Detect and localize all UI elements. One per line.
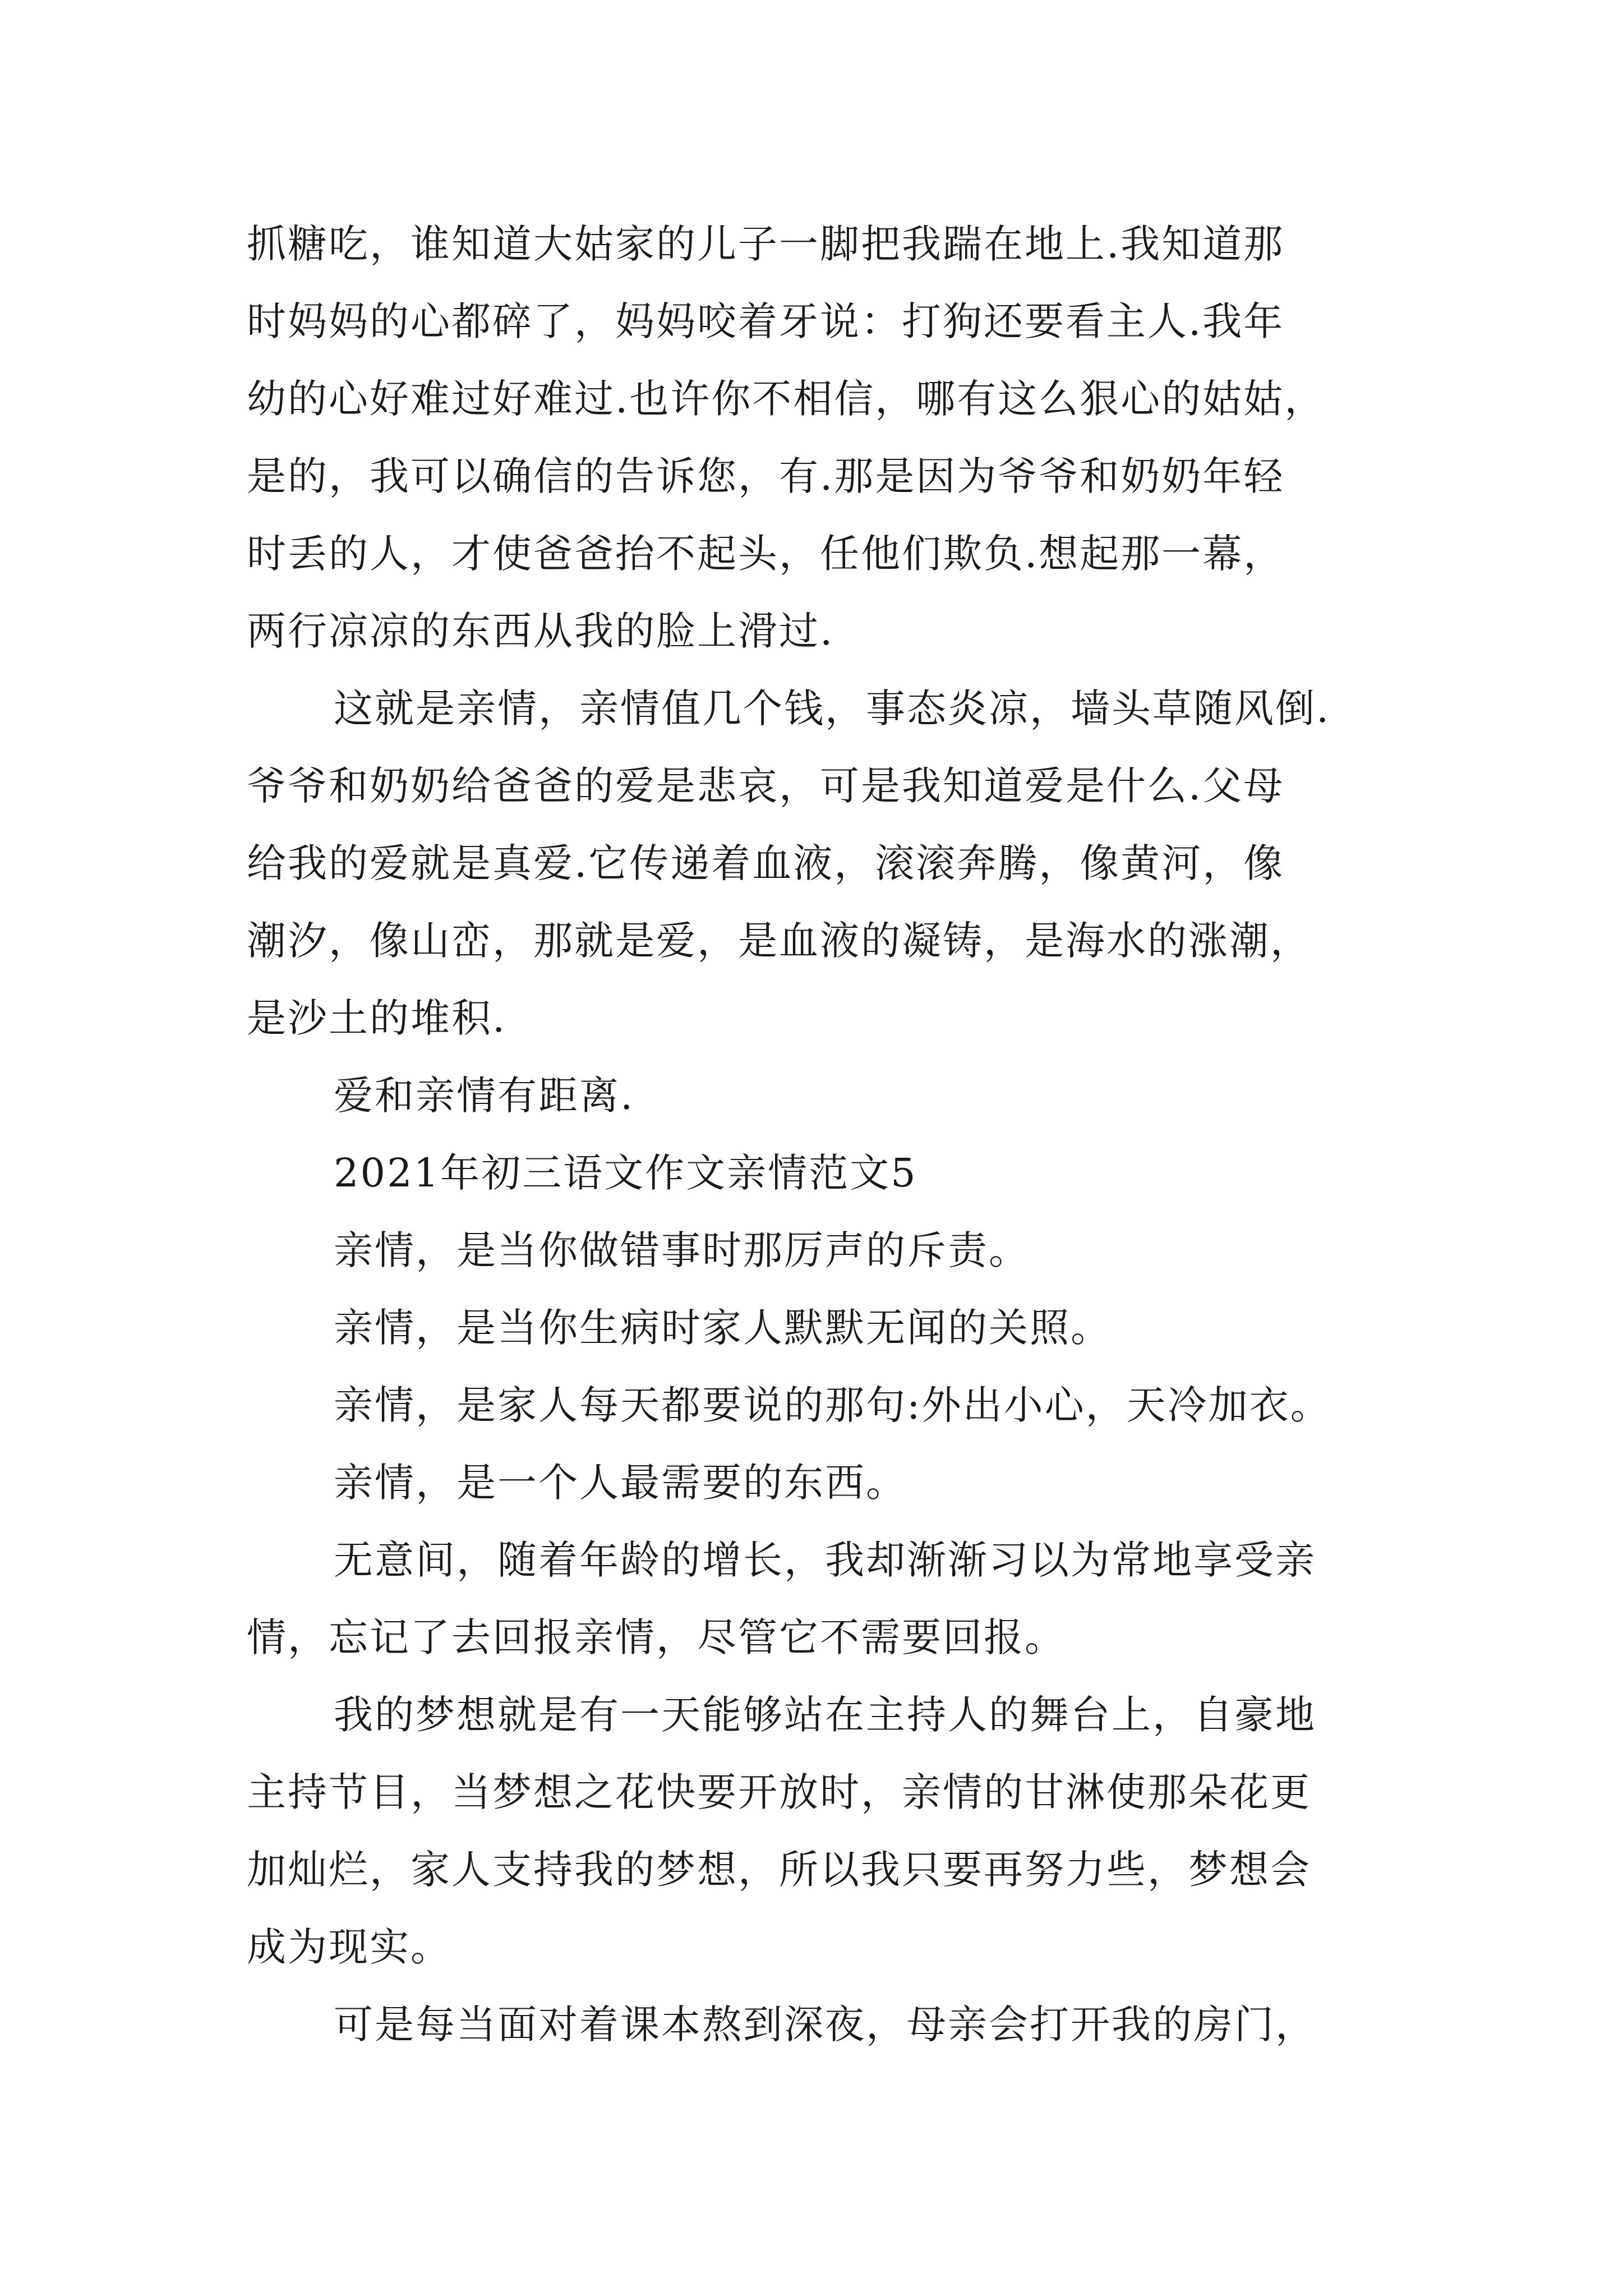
text-line: 潮汐，像山峦，那就是爱，是血液的凝铸，是海水的涨潮， bbox=[247, 918, 1311, 964]
text-line: 这就是亲情，亲情值几个钱，事态炎凉，墙头草随风倒. bbox=[334, 685, 1331, 731]
text-line: 我的梦想就是有一天能够站在主持人的舞台上，自豪地 bbox=[334, 1692, 1316, 1738]
text-line: 亲情，是一个人最需要的东西。 bbox=[334, 1460, 907, 1506]
text-line: 两行凉凉的东西从我的脸上滑过. bbox=[247, 608, 834, 654]
text-line: 情，忘记了去回报亲情，尽管它不需要回报。 bbox=[247, 1614, 1066, 1660]
text-line: 亲情，是当你生病时家人默默无闻的关照。 bbox=[334, 1305, 1112, 1351]
text-line: 是沙土的堆积. bbox=[247, 995, 507, 1041]
section-heading: 2021年初三语文作文亲情范文5 bbox=[334, 1150, 917, 1196]
text-line: 亲情，是当你做错事时那厉声的斥责。 bbox=[334, 1227, 1030, 1273]
text-line: 亲情，是家人每天都要说的那句:外出小心，天冷加衣。 bbox=[334, 1382, 1331, 1428]
text-line: 抓糖吃，谁知道大姑家的儿子一脚把我踹在地上.我知道那 bbox=[247, 221, 1285, 267]
text-line: 时妈妈的心都碎了，妈妈咬着牙说：打狗还要看主人.我年 bbox=[247, 298, 1285, 344]
text-line: 无意间，随着年龄的增长，我却渐渐习以为常地享受亲 bbox=[334, 1537, 1316, 1583]
text-line: 是的，我可以确信的告诉您，有.那是因为爷爷和奶奶年轻 bbox=[247, 453, 1285, 499]
text-line: 幼的心好难过好难过.也许你不相信，哪有这么狠心的姑姑， bbox=[247, 376, 1326, 422]
text-line: 主持节目，当梦想之花快要开放时，亲情的甘淋使那朵花更 bbox=[247, 1769, 1311, 1815]
text-line: 成为现实。 bbox=[247, 1924, 451, 1970]
text-line: 爱和亲情有距离. bbox=[334, 1073, 635, 1119]
text-line: 给我的爱就是真爱.它传递着血液，滚滚奔腾，像黄河，像 bbox=[247, 840, 1285, 886]
text-line: 加灿烂，家人支持我的梦想，所以我只要再努力些，梦想会 bbox=[247, 1847, 1311, 1893]
text-line: 可是每当面对着课本熬到深夜，母亲会打开我的房门， bbox=[334, 2001, 1316, 2047]
text-line: 爷爷和奶奶给爸爸的爱是悲哀，可是我知道爱是什么.父母 bbox=[247, 763, 1285, 809]
text-line: 时丢的人，才使爸爸抬不起头，任他们欺负.想起那一幕， bbox=[247, 531, 1285, 577]
